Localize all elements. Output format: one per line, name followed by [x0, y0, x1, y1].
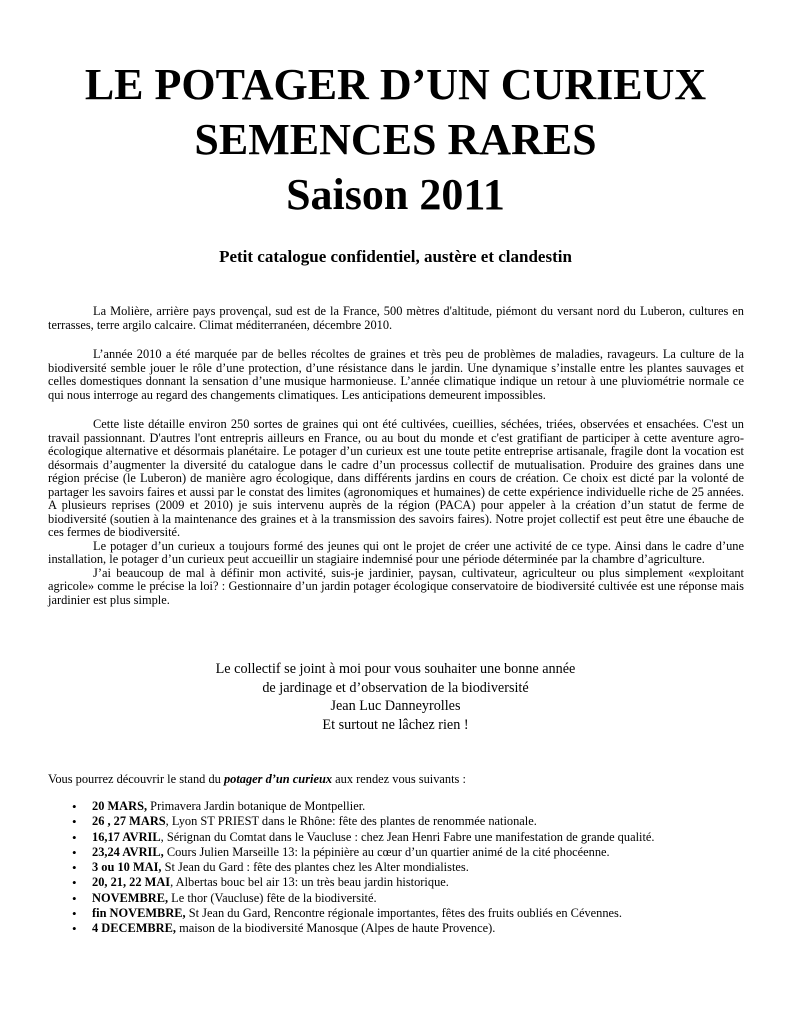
- bullet-icon: •: [72, 890, 77, 906]
- paragraph-text: L’année 2010 a été marquée par de belles récoltes de graines et très peu de problèmes de maladies, ravageurs. La culture de la biodiversité semble jouer le rôle d’une protection, d’une résistance dans le jardin. Une dynamique s’installe entre les plantes sauvages et celles domestiques donnant la sensation d’une musique harmonieuse. L’année climatique indique un retour à une pluviométrie normale ce qui nous interroge au regard des changements climatiques. Les anticipations demeurent impossibles.: [48, 347, 744, 402]
- paragraph-text: La Molière, arrière pays provençal, sud est de la France, 500 mètres d'altitude, piémont du versant nord du Luberon, cultures en terrasses, terre argilo calcaire. Climat méditerranéen, décembre 2010.: [48, 304, 744, 332]
- event-date: 4 DECEMBRE,: [92, 921, 176, 936]
- events-list: [48, 799, 748, 937]
- list-item: [48, 830, 748, 845]
- event-date: 26 , 27 MARS: [92, 814, 166, 829]
- event-date: 3 ou 10 MAI,: [92, 860, 162, 875]
- bullet-icon: •: [72, 860, 77, 876]
- event-description: Cours Julien Marseille 13: la pépinière au cœur d’un quartier animé de la cité phocéenne.: [163, 844, 610, 859]
- bullet-icon: •: [72, 799, 77, 814]
- event-description: St Jean du Gard, Rencontre régionale importantes, fêtes des fruits oubliés en Cévennes.: [185, 906, 622, 921]
- event-description: St Jean du Gard : fête des plantes chez les Alter mondialistes.: [161, 860, 469, 875]
- event-date: fin NOVEMBRE,: [92, 906, 186, 921]
- event-date: 20, 21, 22 MAI: [92, 875, 171, 890]
- list-item: [48, 875, 748, 890]
- list-item: [48, 860, 748, 875]
- page-title-line-3: Saison 2011: [286, 170, 505, 219]
- greeting-line: de jardinage et d’observation de la biodiversité: [262, 679, 529, 696]
- list-item: [48, 891, 748, 906]
- list-item: [48, 814, 748, 829]
- event-description: , Sérignan du Comtat dans le Vaucluse : chez Jean Henri Fabre une manifestation de grande qualité.: [160, 829, 655, 844]
- event-date: 23,24 AVRIL,: [92, 844, 164, 859]
- events-intro-text: aux rendez vous suivants :: [332, 772, 466, 786]
- intro-paragraph-season: [48, 348, 744, 402]
- bullet-icon: •: [72, 844, 77, 860]
- event-description: Primavera Jardin botanique de Montpellier.: [147, 799, 366, 813]
- events-intro-brand: potager d’un curieux: [223, 772, 333, 786]
- list-item: [48, 906, 748, 921]
- paragraph-text: J’ai beaucoup de mal à définir mon activité, suis-je jardinier, paysan, cultivateur, agriculteur ou plus simplement «exploitant agricole» comme le précise la loi? : Gestionnaire d’un jardin potager écologique conservatoire de biodiversité cultivée est une réponse mais jardinier est plus simple.: [48, 565, 744, 607]
- page-title-line-2: SEMENCES RARES: [194, 115, 597, 164]
- events-intro-text: Vous pourrez découvrir le stand du: [48, 772, 224, 786]
- event-description: , Lyon ST PRIEST dans le Rhône: fête des plantes de renommée nationale.: [165, 814, 537, 829]
- bullet-icon: •: [72, 921, 77, 937]
- event-date: 16,17 AVRIL: [92, 829, 161, 844]
- bullet-icon: •: [72, 875, 77, 891]
- events-intro: [48, 772, 748, 786]
- season-greeting: [0, 660, 791, 734]
- list-item: [48, 845, 748, 860]
- signature-name: Jean Luc Danneyrolles: [330, 698, 461, 714]
- list-item: [48, 921, 748, 936]
- event-date: NOVEMBRE,: [92, 890, 169, 905]
- greeting-line: Le collectif se joint à moi pour vous souhaiter une bonne année: [215, 661, 576, 677]
- page-subtitle: Petit catalogue confidentiel, austère et clandestin: [219, 247, 572, 266]
- bullet-icon: •: [72, 906, 77, 922]
- event-description: , Albertas bouc bel air 13: un très beau jardin historique.: [170, 875, 449, 890]
- intro-paragraph-location: [48, 305, 744, 332]
- greeting-line: Et surtout ne lâchez rien !: [322, 716, 469, 733]
- event-description: maison de la biodiversité Manosque (Alpes de haute Provence).: [176, 921, 496, 936]
- page-title-line-1: LE POTAGER D’UN CURIEUX: [84, 60, 707, 109]
- bullet-icon: •: [72, 829, 77, 845]
- bullet-icon: •: [72, 814, 77, 830]
- intro-paragraph-project: [48, 418, 744, 607]
- event-description: Le thor (Vaucluse) fête de la biodiversité.: [168, 890, 377, 905]
- paragraph-text: Le potager d’un curieux a toujours formé des jeunes qui ont le projet de créer une activité de ce type. Ainsi dans le cadre d’une installation, le potager d’un curieux peut accueillir un stagiaire indemnisé pour une période déterminée par la chambre d’agriculture.: [48, 538, 744, 566]
- list-item: [48, 799, 748, 814]
- event-date: 20 MARS,: [92, 799, 148, 813]
- paragraph-text: Cette liste détaille environ 250 sortes de graines qui ont été cultivées, cueillies, séchées, triées, observées et ensachées. C'est un travail passionnant. D'autres l'ont entrepris ailleurs en France, ou au bout du monde et c'est gratifiant de participer à cette aventure agro-écologique alternative et désormais planétaire. Le potager d’un curieux est une toute petite entreprise artisanale, fragile dont la vocation est désormais d’augmenter la diversité du catalogue dans le cadre d’un processus collectif de mutualisation. Produire des graines dans une région précise (le Luberon) de manière agro écologique, dans différents jardins en cours de création. Ce choix est dicté par la volonté de partager les savoirs faires et aussi par le constat des limites (agronomiques et humaines) de cette expérience individuelle riche de 25 années. A plusieurs reprises (2009 et 2010) je suis intervenu auprès de la région (PACA) pour appeler à la création d’un statut de ferme de biodiversité (soutien à la maintenance des graines et à la transmission des savoirs faires). Notre projet collectif est peut être une ébauche de ces fermes de biodiversité.: [48, 417, 744, 539]
